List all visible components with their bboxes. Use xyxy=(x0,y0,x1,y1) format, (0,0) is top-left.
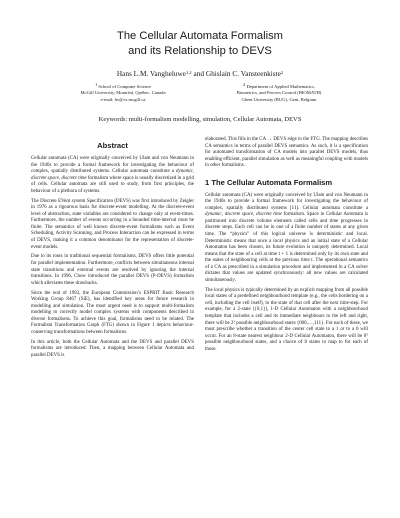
abstract-paragraph: The Discrete EVent system Specification (DEVS) was first introduced by Zeigler in 1976 as a rigourous basis for discrete-event modelling. At the discrete-event level of abstraction, state variables are considered to change only at event-times. Furthermore, the number of events occurring in a bounded time-interval must be finite. The semantics of well known discrete-event formalisms such as Event Scheduling, Activity Scanning, and Process Interaction can be expressed in terms of DEVS, making it a common denominator for the representation of discrete-event models. xyxy=(31,198,194,250)
body-paragraph: Cellular automata (CA) were originally conceived by Ulam and von Neumann in the 1940s to provide a formal framework for investigating the behaviour of complex, spatially distributed systems [11]. Cellular automata constitute a dynamic, discrete space, discrete time formalism. Space in Cellular Automata is partitioned into discrete volume elements called cells and time progresses in discrete steps. Each cell can be in one of a finite number of states at any given time. The “physics” of this logical universe is deterministic and local. Deterministic means that once a local physics and an initial state of a Cellular Automaton has been chosen, its future evolution is uniquely determined. Local means that the state of a cell at time t + 1 is determined only by its own state and the states of neighbouring cells at the previous time t. The operational semantics of a CA as prescribed in a simulation procedure and implemented in a CA solver dictates that values are updated synchronously: all new values are calculated simultaneously. xyxy=(205,192,368,283)
affiliation-email: e-mail: hv@cs.mcgill.ca xyxy=(100,96,146,102)
affiliation-mark: 1 xyxy=(94,81,98,87)
paper-title-line1: The Cellular Automata Formalism xyxy=(116,30,283,42)
author-name: Ghislain C. Vansteenkiste xyxy=(205,69,281,78)
author-list xyxy=(0,69,400,78)
abstract-paragraph: In this article, both the Cellular Automata and the DEVS and parallel DEVS formalisms are introduced. Then, a mapping between Cellular Automata and parallel DEVS is xyxy=(31,339,194,358)
section-heading: 1 The Cellular Automata Formalism xyxy=(205,177,333,187)
abstract-paragraph: Due to its roots in traditional sequential formalisms, DEVS offers little potential for parallel implementation. Furthermore, conflicts between simultaneous internal state transitions and external events are resolved by ignoring the internal transitions. In 1996, Chow introduced the parallel DEVS (P-DEVS) formalism which alleviates these drawbacks. xyxy=(31,254,194,286)
affiliation-line: McGill University, Montréal, Québec, Canada xyxy=(80,90,166,96)
affiliation-mark: 2 xyxy=(280,69,284,75)
affiliation-block xyxy=(48,81,198,103)
keywords-line: Keywords: multi-formalism modelling, simulation, Cellular Automata, DEVS xyxy=(98,116,302,123)
abstract-heading: Abstract xyxy=(97,141,128,150)
affiliation-line: Biometrics, and Process Control (BIOMATH) xyxy=(236,90,322,96)
left-column xyxy=(31,141,194,363)
body-paragraph: elaborated. This fills in the CA → DEVS edge in the FTG. The mapping describes CA semantics in terms of parallel DEVS semantics. As such, it is a specification for automated transformation of CA models into parallel DEVS models, thus enabling efficient, parallel simulation as well as meaningful coupling with models in other formalisms. xyxy=(205,137,368,169)
affiliation-block xyxy=(204,81,354,103)
affiliation-line: $^1$ School of Computer Science xyxy=(94,81,152,89)
paper-title-line2: and its Relationship to DEVS xyxy=(128,45,272,57)
author-name: Hans L.M. Vangheluwe xyxy=(116,69,187,78)
body-paragraph: The local physics is typically determined by an explicit mapping from all possible local states of a predefined neighbourhood template (e.g., the cells bordering on a cell, including the cell itself), to the state of that cell after the next time-step. For example, for a 2-state ({0,1}), 1-D Cellular Automaton with a neighbourhood template that includes a cell and its immediate neighbours to the left and right, there will be 2³ possible neighbourhood states {000,…,111}. For each of these, we must prescribe whether a transition of the center cell state to a 1 or to a 0 will occur. For an 8-state nearest neighbour 2-D Cellular Automaton, there will be 8⁵ possible neighbourhood states, and a choice of 8 states to map to for each of those. xyxy=(205,287,368,352)
affiliation-line: $^2$ Department of Applied Mathematics, xyxy=(243,81,315,89)
right-column xyxy=(205,137,368,357)
affiliation-line: Ghent University (RUG), Gent, Belgium xyxy=(241,96,317,102)
affiliation-mark: 1,2 xyxy=(186,69,192,75)
author-separator: and xyxy=(191,69,206,78)
abstract-paragraph: Since the end of 1993, the European Commission’s ESPRIT Basic Research Working Group 8467 (SiE), has identified key areas for future research in modelling and simulation. The most urgent need is to support multi-formalism modelling to correctly model complex systems with components described in diverse formalisms. To achieve this goal, formalisms need to be related. The Formalism Transformation Graph (FTG) shown in Figure 1 depicts behaviour-conserving transformations between formalisms. xyxy=(31,290,194,335)
abstract-paragraph: Cellular automata (CA) were originally conceived by Ulam and von Neumann in the 1940s to provide a formal framework for investigating the behaviour of complex, spatially distributed systems. Cellular automata constitute a dynamic, discrete space, discrete time formalism where space is usually discretized in a grid of cells. Cellular automata are still used to study, from first principles, the behaviour of a plethora of systems. xyxy=(31,156,194,194)
affiliation-mark: 2 xyxy=(243,81,246,87)
